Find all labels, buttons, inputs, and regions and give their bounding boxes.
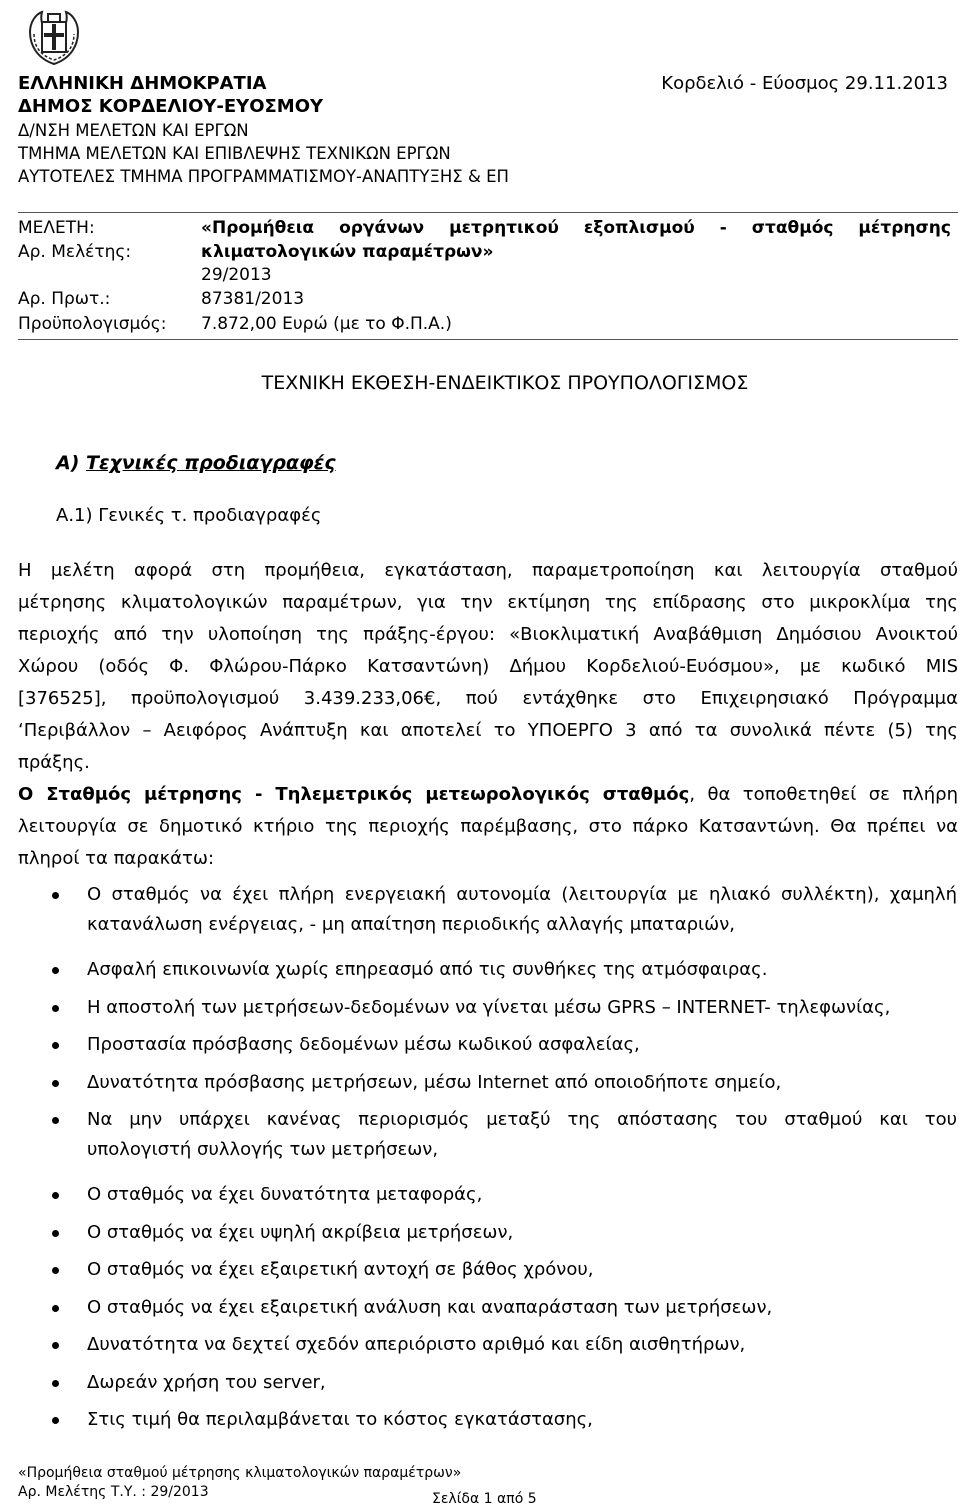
list-item-text: Ο σταθμός να έχει εξαιρετική αντοχή σε βάθος χρόνου, xyxy=(87,1259,594,1280)
study-title-word: οργάνων xyxy=(339,218,425,238)
bullet-icon xyxy=(52,967,59,974)
header-directorate: Δ/ΝΣΗ ΜΕΛΕΤΩΝ ΚΑΙ ΕΡΓΩΝ xyxy=(18,121,249,140)
bullet-icon xyxy=(52,1005,59,1012)
page-number: Σελίδα 1 από 5 xyxy=(432,1491,537,1507)
prot-label: Αρ. Πρωτ.: xyxy=(18,289,111,309)
footer-study-number: Αρ. Μελέτης Τ.Υ. : 29/2013 xyxy=(18,1484,209,1500)
bullet-icon xyxy=(52,1192,59,1199)
paragraph-line: πράξης. xyxy=(18,752,90,773)
section-a-prefix: Α) xyxy=(56,452,87,474)
intro-paragraph xyxy=(18,555,958,779)
list-item-text: Δυνατότητα να δεχτεί σχεδόν απεριόριστο αριθμό και είδη αισθητήρων, xyxy=(87,1334,746,1355)
bullet-icon xyxy=(52,1417,59,1424)
paragraph-line: Η μελέτη αφορά στη προμήθεια, εγκατάσταση, παραμετροποίηση και λειτουργία σταθμού xyxy=(18,560,958,581)
station-bold-text: Ο Σταθμός μέτρησης - Τηλεμετρικός μετεωρολογικός σταθμός xyxy=(18,784,690,805)
study-title-word: εξοπλισμού xyxy=(583,218,695,238)
bullet-icon xyxy=(52,1117,59,1124)
bullet-icon xyxy=(52,892,59,899)
list-item-text: Ο σταθμός να έχει δυνατότητα μεταφοράς, xyxy=(87,1184,483,1205)
list-item-text: Ο σταθμός να έχει εξαιρετική ανάλυση και αναπαράσταση των μετρήσεων, xyxy=(87,1297,773,1318)
divider-bottom xyxy=(18,339,958,340)
list-item-text: Προστασία πρόσβασης δεδομένων μέσω κωδικού ασφαλείας, xyxy=(87,1034,640,1055)
document-title: ΤΕΧΝΙΚΗ ΕΚΘΕΣΗ-ΕΝΔΕΙΚΤΙΚΟΣ ΠΡΟΥΠΟΛΟΓΙΣΜΟΣ xyxy=(261,372,749,394)
footer-study-title: «Προμήθεια σταθμού μέτρησης κλιματολογικών παραμέτρων» xyxy=(18,1465,462,1481)
station-text-rest: , θα τοποθετηθεί σε πλήρη xyxy=(689,784,958,805)
list-item-text: Η αποστολή των μετρήσεων-δεδομένων να γίνεται μέσω GPRS – INTERNET- τηλεφωνίας, xyxy=(87,997,891,1018)
list-item-text: Ο σταθμός να έχει υψηλή ακρίβεια μετρήσεων, xyxy=(87,1222,514,1243)
list-item-text: υπολογιστή συλλογής των μετρήσεων, xyxy=(87,1139,439,1160)
paragraph-line: μέτρησης κλιματολογικών παραμέτρων, για την εκτίμηση της επίδρασης στο μικροκλίμα της xyxy=(18,592,958,613)
paragraph-line: [376525], προϋπολογισμού 3.439.233,06€, πού εντάχθηκε στο Επιχειρησιακό Πρόγραμμα xyxy=(18,688,958,709)
paragraph-line: περιοχής από την υλοποίηση της πράξης-έργου: «Βιοκλιματική Αναβάθμιση Δημόσιου Ανοικτού xyxy=(18,624,958,645)
greek-emblem-icon xyxy=(22,4,86,68)
list-item-text: Δωρεάν χρήση του server, xyxy=(87,1372,326,1393)
section-a-title: Τεχνικές προδιαγραφές xyxy=(86,452,336,474)
study-title-word: «Προμήθεια xyxy=(201,218,315,238)
prot-value: 87381/2013 xyxy=(201,289,305,309)
header-department: ΤΜΗΜΑ ΜΕΛΕΤΩΝ ΚΑΙ ΕΠΙΒΛΕΨΗΣ ΤΕΧΝΙΚΩΝ ΕΡΓΩΝ xyxy=(18,144,451,163)
header-date: Κορδελιό - Εύοσμος 29.11.2013 xyxy=(661,73,948,94)
station-paragraph xyxy=(18,779,958,875)
list-item-text: Να μην υπάρχει κανένας περιορισμός μεταξύ της απόστασης του σταθμού και του xyxy=(87,1109,957,1130)
list-item-text: Στις τιμή θα περιλαμβάνεται το κόστος εγκατάστασης, xyxy=(87,1409,593,1430)
bullet-icon xyxy=(52,1305,59,1312)
study-title-word: - xyxy=(719,218,727,238)
list-item-text: Ο σταθμός να έχει πλήρη ενεργειακή αυτονομία (λειτουργία με ηλιακό συλλέκτη), χαμηλή xyxy=(87,884,957,905)
list-item-text: Δυνατότητα πρόσβασης μετρήσεων, μέσω Internet από οποιοδήποτε σημείο, xyxy=(87,1072,782,1093)
bullet-icon xyxy=(52,1230,59,1237)
section-a-heading xyxy=(56,452,336,474)
bullet-icon xyxy=(52,1080,59,1087)
list-item-text: Ασφαλή επικοινωνία χωρίς επηρεασμό από τις συνθήκες της ατμόσφαιρας. xyxy=(87,959,768,980)
budget-label: Προϋπολογισμός: xyxy=(18,314,167,334)
study-label: ΜΕΛΕΤΗ: xyxy=(18,218,95,238)
paragraph-line: λειτουργία σε δημοτικό κτήριο της περιοχής παρέμβασης, στο πάρκο Κατσαντώνη. Θα πρέπει να xyxy=(18,816,958,837)
bullet-icon xyxy=(52,1380,59,1387)
bullet-icon xyxy=(52,1042,59,1049)
study-title-word: μέτρησης xyxy=(858,218,951,238)
section-a1-heading: Α.1) Γενικές τ. προδιαγραφές xyxy=(56,505,322,526)
header-country: ΕΛΛΗΝΙΚΗ ΔΗΜΟΚΡΑΤΙΑ xyxy=(18,73,267,94)
study-title xyxy=(201,218,951,238)
study-title-line2: κλιματολογικών παραμέτρων» xyxy=(201,242,494,262)
budget-value: 7.872,00 Ευρώ (με το Φ.Π.Α.) xyxy=(201,314,452,334)
list-item-text: κατανάλωση ενέργειας, - μη απαίτηση περιοδικής αλλαγής μπαταριών, xyxy=(87,914,735,935)
paragraph-line: Χώρου (οδός Φ. Φλώρου-Πάρκο Κατσαντώνη) Δήμου Κορδελιού-Ευόσμου», με κωδικό MIS xyxy=(18,656,958,677)
paragraph-line: πληροί τα παρακάτω: xyxy=(18,848,215,869)
header-municipality: ΔΗΜΟΣ ΚΟΡΔΕΛΙΟΥ-ΕΥΟΣΜΟΥ xyxy=(18,96,324,117)
bullet-icon xyxy=(52,1342,59,1349)
bullet-icon xyxy=(52,1267,59,1274)
paragraph-line: ‘Περιβάλλον – Αειφόρος Ανάπτυξη και αποτελεί το ΥΠΟΕΡΓΟ 3 από τα συνολικά πέντε (5) της xyxy=(18,720,958,741)
study-title-word: σταθμός xyxy=(751,218,834,238)
paragraph-line xyxy=(18,779,958,811)
study-no-label: Αρ. Μελέτης: xyxy=(18,242,132,262)
study-no-value: 29/2013 xyxy=(201,265,272,285)
header-unit: ΑΥΤΟΤΕΛΕΣ ΤΜΗΜΑ ΠΡΟΓΡΑΜΜΑΤΙΣΜΟΥ-ΑΝΑΠΤΥΞΗΣ & ΕΠ xyxy=(18,167,509,186)
study-title-word: μετρητικού xyxy=(449,218,559,238)
divider-top xyxy=(18,212,958,213)
